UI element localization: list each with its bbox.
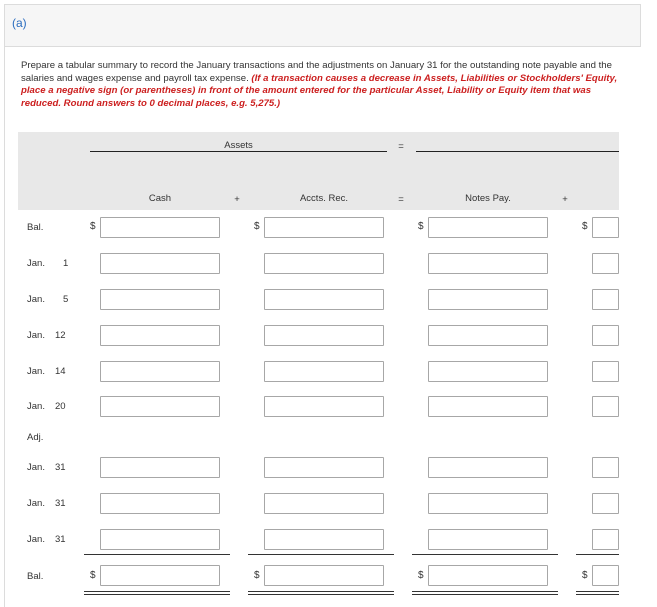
dollar-sign: $ [418,221,424,232]
total-rule [412,554,558,555]
next-col-bal-input[interactable] [592,217,619,238]
cash-jan1-input[interactable] [100,253,220,274]
next-col-jan12-input[interactable] [592,325,619,346]
row-day: 31 [55,462,66,473]
notes-pay-jan1-input[interactable] [428,253,548,274]
row-day: 31 [55,498,66,509]
row-day: 1 [63,258,69,269]
double-rule [248,591,394,592]
double-rule [412,591,558,592]
notes-pay-end-bal-input[interactable] [428,565,548,586]
assets-heading: Assets [224,140,253,151]
cash-jan14-input[interactable] [100,361,220,382]
next-col-jan31a-input[interactable] [592,457,619,478]
double-rule [84,591,230,592]
accts-rec-jan31c-input[interactable] [264,529,384,550]
notes-pay-jan5-input[interactable] [428,289,548,310]
next-col-end-bal-input[interactable] [592,565,619,586]
row-day: 5 [63,294,69,305]
cash-jan31b-input[interactable] [100,493,220,514]
double-rule [248,594,394,595]
notes-pay-header: Notes Pay. [465,193,511,204]
accts-rec-jan12-input[interactable] [264,325,384,346]
plus-header-2: + [562,194,568,205]
dollar-sign: $ [418,570,424,581]
next-col-jan31c-input[interactable] [592,529,619,550]
dollar-sign: $ [582,570,588,581]
instructions [21,60,621,110]
accts-rec-end-bal-input[interactable] [264,565,384,586]
cash-header: Cash [148,193,172,204]
next-col-jan20-input[interactable] [592,396,619,417]
part-label: (a) [12,16,27,30]
row-label: Jan. [27,401,45,412]
dollar-sign: $ [90,570,96,581]
plus-header-1: + [234,194,240,205]
cash-jan31a-input[interactable] [100,457,220,478]
dollar-sign: $ [90,221,96,232]
notes-pay-jan31b-input[interactable] [428,493,548,514]
row-day: 12 [55,330,66,341]
accts-rec-jan20-input[interactable] [264,396,384,417]
notes-pay-bal-input[interactable] [428,217,548,238]
double-rule [84,594,230,595]
accts-rec-jan31b-input[interactable] [264,493,384,514]
notes-pay-jan12-input[interactable] [428,325,548,346]
row-label: Jan. [27,258,45,269]
cash-bal-input[interactable] [100,217,220,238]
row-label: Bal. [27,222,44,233]
next-col-jan31b-input[interactable] [592,493,619,514]
next-col-jan14-input[interactable] [592,361,619,382]
liabilities-header-line [416,151,619,152]
cash-jan5-input[interactable] [100,289,220,310]
equals-heading: = [398,141,404,152]
row-day: 14 [55,366,66,377]
accts-rec-header: Accts. Rec. [299,193,349,204]
accts-rec-jan5-input[interactable] [264,289,384,310]
cash-end-bal-input[interactable] [100,565,220,586]
row-label: Jan. [27,294,45,305]
next-col-jan1-input[interactable] [592,253,619,274]
part-header [4,4,641,47]
dollar-sign: $ [254,570,260,581]
instructions-note: (If a transaction causes a decrease in Assets, Liabilities or Stockholders' Equity, place a negative sign (or parentheses) in front of the amount entered for the particular Asset, Liability or Equity item that was reduced. Round answers to 0 decimal places, e.g. 5,275.) [21,72,618,109]
notes-pay-jan20-input[interactable] [428,396,548,417]
cash-jan31c-input[interactable] [100,529,220,550]
cash-jan12-input[interactable] [100,325,220,346]
double-rule [576,594,619,595]
total-rule [576,554,619,555]
double-rule [576,591,619,592]
accts-rec-jan1-input[interactable] [264,253,384,274]
equals-header-2: = [398,194,404,205]
row-label: Bal. [27,571,44,582]
row-label: Jan. [27,462,45,473]
total-rule [248,554,394,555]
notes-pay-jan31c-input[interactable] [428,529,548,550]
row-label: Jan. [27,366,45,377]
next-col-jan5-input[interactable] [592,289,619,310]
row-label-adjustments: Adj. [27,432,44,443]
notes-pay-jan31a-input[interactable] [428,457,548,478]
assets-header-line [90,151,387,152]
accts-rec-bal-input[interactable] [264,217,384,238]
double-rule [412,594,558,595]
cash-jan20-input[interactable] [100,396,220,417]
instructions-text: Prepare a tabular summary to record the January transactions and the adjustments on January 31 for the outstanding note payable and the salaries and wages expense and payroll tax expense. [21,60,612,84]
accts-rec-jan14-input[interactable] [264,361,384,382]
dollar-sign: $ [254,221,260,232]
row-day: 31 [55,534,66,545]
dollar-sign: $ [582,221,588,232]
row-label: Jan. [27,498,45,509]
accts-rec-jan31a-input[interactable] [264,457,384,478]
row-label: Jan. [27,330,45,341]
notes-pay-jan14-input[interactable] [428,361,548,382]
row-label: Jan. [27,534,45,545]
row-day: 20 [55,401,66,412]
total-rule [84,554,230,555]
